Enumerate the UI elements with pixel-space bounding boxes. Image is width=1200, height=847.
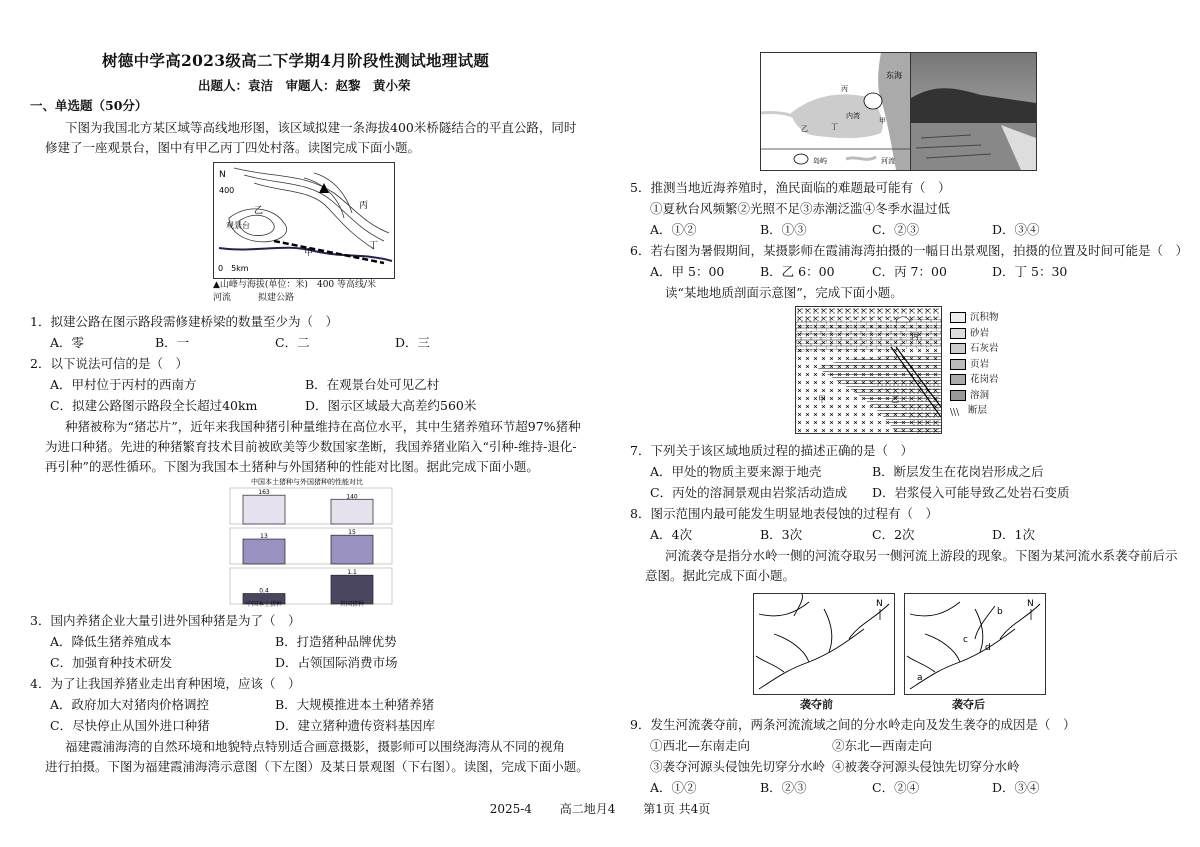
q6-d: D．丁 5：30 bbox=[992, 264, 1068, 279]
bar-label-0-0: 163 bbox=[258, 489, 270, 497]
category-label-1: 外国猪种 bbox=[339, 601, 365, 608]
q5-stem: 5．推测当地近海养殖时，渔民面临的难题最可能有（ ） bbox=[630, 180, 951, 195]
q9-stem: 9．发生河流袭夺前，两条河流流域之间的分水岭走向及发生袭夺的成因是（ ） bbox=[630, 717, 1076, 732]
q8-stem: 8．图示范围内最可能发生明显地表侵蚀的过程有（ ） bbox=[630, 506, 938, 521]
intro2-line3: 再引种”的恶性循环。下图为我国本土猪种与外国猪种的性能对比图。据此完成下面小题。 bbox=[45, 459, 539, 474]
q8-d: D．1次 bbox=[992, 527, 1035, 542]
q2-c: C．拟建公路图示路段全长超过40km bbox=[50, 398, 258, 413]
contour-400-label: 400 bbox=[219, 186, 235, 195]
q1-stem: 1．拟建公路在图示路段需修建桥梁的数量至少为（ ） bbox=[30, 314, 338, 329]
q3-b: B．打造猪种品牌优势 bbox=[275, 634, 397, 649]
svg-text:a: a bbox=[917, 673, 923, 683]
sunrise-photo bbox=[910, 52, 1037, 171]
svg-text:N: N bbox=[1027, 599, 1034, 609]
svg-text:乙: 乙 bbox=[801, 125, 808, 133]
svg-text:内湾: 内湾 bbox=[846, 112, 860, 120]
map1-legend-2: 河流 拟建公路 bbox=[213, 293, 295, 303]
footer bbox=[0, 800, 1200, 817]
q5-options: ①夏秋台风频繁②光照不足③赤潮泛滥④冬季水温过低 bbox=[650, 201, 951, 216]
svg-text:丙: 丙 bbox=[911, 332, 919, 341]
q1-d: D．三 bbox=[395, 335, 431, 350]
capture-after-label: 袭夺后 bbox=[952, 698, 985, 711]
chart-title: 中国本土猪种与外国猪种的性能对比 bbox=[251, 478, 363, 486]
q8-b: B．3次 bbox=[760, 527, 803, 542]
q2-stem: 2．以下说法可信的是（ ） bbox=[30, 356, 188, 371]
intro3-line1: 福建霞浦海湾的自然环境和地貌特点特别适合画意摄影，摄影师可以围绕海湾从不同的视角 bbox=[65, 739, 566, 754]
bar-1-0 bbox=[243, 539, 285, 564]
q7-b: B．断层发生在花岗岩形成之后 bbox=[872, 464, 1044, 479]
geology-legend: 沉积物 砂岩 石灰岩 页岩 花岗岩 溶洞 \\\ 断层 bbox=[950, 312, 999, 418]
q7-d: D．岩浆侵入可能导致乙处岩石变质 bbox=[872, 485, 1070, 500]
q6-b: B．乙 6：00 bbox=[760, 264, 835, 279]
q9-o2: ②东北—西南走向 bbox=[832, 738, 933, 753]
q9-o1: ①西北—东南走向 bbox=[650, 738, 751, 753]
q4-c: C．尽快停止从国外进口种猪 bbox=[50, 718, 210, 733]
q3-d: D．占领国际消费市场 bbox=[275, 655, 398, 670]
q6-stem: 6．若右图为暑假期间，某摄影师在霞浦海湾拍摄的一幅日出景观图，拍摄的位置及时间可能是（ ） bbox=[630, 243, 1188, 258]
bar-0-0 bbox=[243, 495, 285, 524]
capture-before-map bbox=[753, 593, 895, 695]
svg-text:b: b bbox=[997, 607, 1003, 617]
footer-date: 2025-4 bbox=[489, 802, 532, 816]
svg-text:甲: 甲 bbox=[304, 248, 314, 258]
q9-o4: ④被袭夺河源头侵蚀先切穿分水岭 bbox=[832, 759, 1020, 774]
q9-d: D．③④ bbox=[992, 780, 1040, 795]
scale-label: 0 5km bbox=[218, 264, 249, 273]
q4-stem: 4．为了让我国养猪业走出育种困境，应该（ ） bbox=[30, 676, 301, 691]
svg-text:丙: 丙 bbox=[359, 201, 369, 211]
svg-text:岛屿: 岛屿 bbox=[813, 157, 827, 165]
svg-text:东海: 东海 bbox=[886, 71, 902, 80]
tower-label: 观景台 bbox=[226, 221, 250, 230]
q2-a: A．甲村位于丙村的西南方 bbox=[50, 377, 197, 392]
exam-title: 树德中学高2023级高二下学期4月阶段性测试地理试题 bbox=[102, 51, 490, 70]
intro4: 读“某地地质剖面示意图”，完成下面小题。 bbox=[665, 285, 903, 300]
q6-c: C．丙 7：00 bbox=[872, 264, 947, 279]
authors: 出题人：袁洁 审题人：赵黎 黄小荣 bbox=[198, 78, 411, 93]
q5-b: B．①③ bbox=[760, 222, 807, 237]
q4-d: D．建立猪种遗传资料基因库 bbox=[275, 718, 436, 733]
q4-a: A．政府加大对猪肉价格调控 bbox=[50, 697, 210, 712]
intro3-line2: 进行拍摄。下图为福建霞浦海湾示意图（下左图）及某日景观图（下右图）。读图，完成下面小题。 bbox=[45, 759, 589, 774]
section-title: 一、单选题（50分） bbox=[30, 98, 148, 113]
svg-text:河流: 河流 bbox=[881, 157, 895, 165]
q9-c: C．②④ bbox=[872, 780, 920, 795]
q9-a: A．①② bbox=[650, 780, 697, 795]
bar-label-1-0: 13 bbox=[260, 533, 268, 541]
svg-text:甲: 甲 bbox=[818, 395, 826, 404]
capture-after-map bbox=[904, 593, 1046, 695]
svg-text:d: d bbox=[985, 643, 991, 653]
q4-b: B．大规模推进本土种猪养猪 bbox=[275, 697, 435, 712]
q8-a: A．4次 bbox=[650, 527, 692, 542]
q5-a: A．①② bbox=[650, 222, 697, 237]
geology-section bbox=[795, 306, 942, 434]
bay-map bbox=[760, 52, 912, 171]
svg-text:乙: 乙 bbox=[254, 206, 264, 216]
svg-text:乙: 乙 bbox=[891, 395, 899, 404]
intro5-line1: 河流袭夺是指分水岭一侧的河流夺取另一侧河流上游段的现象。下图为某河流水系袭夺前后示 bbox=[665, 548, 1178, 563]
footer-page: 第1页 共4页 bbox=[643, 802, 711, 816]
bar-label-1-1: 15 bbox=[348, 529, 356, 537]
q5-d: D．③④ bbox=[992, 222, 1040, 237]
q2-b: B．在观景台处可见乙村 bbox=[305, 377, 440, 392]
bar-1-1 bbox=[331, 535, 373, 564]
svg-text:甲: 甲 bbox=[879, 117, 886, 125]
bar-label-2-1: 1.1 bbox=[347, 569, 357, 577]
footer-exam: 高二地月4 bbox=[559, 802, 616, 816]
svg-text:N: N bbox=[876, 599, 883, 609]
q3-c: C．加强育种技术研发 bbox=[50, 655, 173, 670]
q1-b: B．一 bbox=[155, 335, 190, 350]
q6-a: A．甲 5：00 bbox=[650, 264, 725, 279]
capture-before-label: 袭夺前 bbox=[800, 698, 833, 711]
map1-legend-1: ▲山峰与海拔(单位：米) 400 等高线/米 bbox=[213, 280, 377, 290]
q8-c: C．2次 bbox=[872, 527, 915, 542]
q7-c: C．丙处的溶洞景观由岩浆活动造成 bbox=[650, 485, 848, 500]
intro5-line2: 意图。据此完成下面小题。 bbox=[645, 568, 796, 583]
q1-c: C．二 bbox=[275, 335, 310, 350]
north-label: N bbox=[219, 170, 226, 180]
q7-stem: 7．下列关于该区域地质过程的描述正确的是（ ） bbox=[630, 443, 913, 458]
q3-stem: 3．国内养猪企业大量引进外国种猪是为了（ ） bbox=[30, 613, 301, 628]
intro1-line2: 修建了一座观景台，图中有甲乙丙丁四处村落。读图完成下面小题。 bbox=[45, 140, 421, 155]
q1-a: A．零 bbox=[50, 335, 85, 350]
q9-o3: ③袭夺河源头侵蚀先切穿分水岭 bbox=[650, 759, 826, 774]
intro1-line1: 下图为我国北方某区域等高线地形图，该区域拟建一条海拔400米桥隧结合的平直公路，同时 bbox=[65, 120, 577, 135]
q7-a: A．甲处的物质主要来源于地壳 bbox=[650, 464, 822, 479]
pig-chart bbox=[202, 476, 412, 608]
svg-text:c: c bbox=[963, 635, 968, 645]
bar-0-1 bbox=[331, 499, 373, 524]
q3-a: A．降低生猪养殖成本 bbox=[50, 634, 172, 649]
intro2-line1: 种猪被称为“猪芯片”，近年来我国种猪引种量维持在高位水平，其中生猪养殖环节超97%猪种 bbox=[65, 419, 581, 434]
q9-b: B．②③ bbox=[760, 780, 807, 795]
svg-text:丁: 丁 bbox=[831, 123, 838, 131]
contour-map bbox=[213, 162, 395, 279]
intro2-line2: 为进口种猪。先进的种猪繁育技术目前被欧美等少数国家垄断，我国养猪业陷入“引种-维持-退化- bbox=[45, 439, 577, 454]
svg-text:丙: 丙 bbox=[841, 85, 848, 93]
category-label-0: 中国本土猪种 bbox=[245, 601, 283, 608]
svg-text:丁: 丁 bbox=[369, 241, 379, 251]
bar-2-1 bbox=[331, 575, 373, 604]
q5-c: C．②③ bbox=[872, 222, 920, 237]
bar-label-2-0: 0.4 bbox=[259, 587, 269, 595]
q2-d: D．图示区域最大高差约560米 bbox=[305, 398, 477, 413]
pig-chart-svg bbox=[202, 476, 412, 608]
bar-label-0-1: 140 bbox=[346, 493, 358, 501]
